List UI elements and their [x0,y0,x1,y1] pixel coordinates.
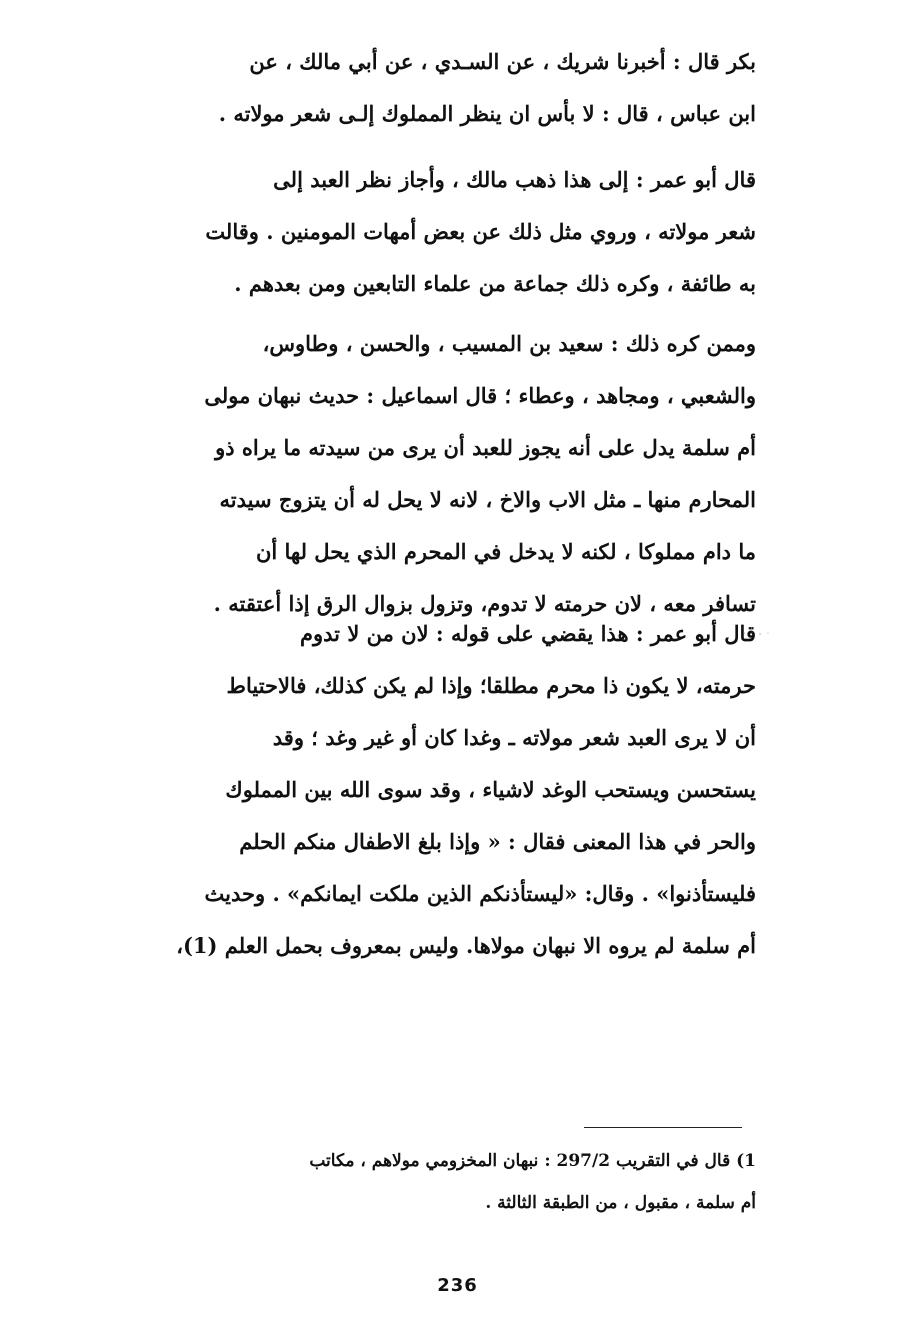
footnote-line: أم سلمة ، مقبول ، من الطبقة الثالثة . [485,1193,756,1213]
footnote-separator [584,1127,742,1128]
footnotes [104,1140,756,1224]
text-line: فليستأذنوا» . وقال: «ليستأذنكم الذين ملكت ايمانكم» . وحديث [204,881,756,906]
footnote-line: 1) قال في التقريب 297/2 : نبهان المخزومي مولاهم ، مكاتب [309,1151,756,1171]
text-line: ابن عباس ، قال : لا بأس ان ينظر المملوك إلـى شعر مولاته . [218,101,756,126]
text-line: حرمته، لا يكون ذا محرم مطلقا؛ وإذا لم يكن كذلك، فالاحتياط [226,673,756,698]
paragraph-4 [104,608,756,972]
scan-speck [738,628,778,638]
text-line: تسافر معه ، لان حرمته لا تدوم، وتزول بزوال الرق إذا أعتقته . [213,591,756,616]
text-line: قال أبو عمر : إلى هذا ذهب مالك ، وأجاز نظر العبد إلى [273,167,756,192]
text-line: والشعبي ، ومجاهد ، وعطاء ؛ قال اسماعيل : حديث نبهان مولى [204,383,756,408]
text-line: بكر قال : أخبرنا شريك ، عن السـدي ، عن أبي مالك ، عن [249,49,756,74]
paragraph-1 [104,36,756,140]
text-line: يستحسن ويستحب الوغد لاشياء ، وقد سوى الله بين المملوك [225,777,756,802]
text-line: أم سلمة يدل على أنه يجوز للعبد أن يرى من سيدته ما يراه ذو [215,435,756,460]
text-line: شعر مولاته ، وروي مثل ذلك عن بعض أمهات المومنين . وقالت [205,219,756,244]
text-line: به طائفة ، وكره ذلك جماعة من علماء التابعين ومن بعدهم . [234,271,756,296]
text-line: أن لا يرى العبد شعر مولاته ـ وغدا كان أو غير وغد ؛ وقد [272,725,756,750]
paragraph-2 [104,154,756,310]
text-line: وممن كره ذلك : سعيد بن المسيب ، والحسن ، وطاوس، [262,331,756,356]
text-line: ما دام مملوكا ، لكنه لا يدخل في المحرم الذي يحل لها أن [255,539,756,564]
paragraph-3 [104,318,756,630]
text-line: قال أبو عمر : هذا يقضي على قوله : لان من لا تدوم [300,621,756,646]
text-line: المحارم منها ـ مثل الاب والاخ ، لانه لا يحل له أن يتزوج سيدته [219,487,756,512]
text-line: أم سلمة لم يروه الا نبهان مولاها. وليس بمعروف بحمل العلم (1)، [176,933,756,958]
text-line: والحر في هذا المعنى فقال : « وإذا بلغ الاطفال منكم الحلم [239,829,756,854]
page-number: 236 [437,1275,478,1296]
